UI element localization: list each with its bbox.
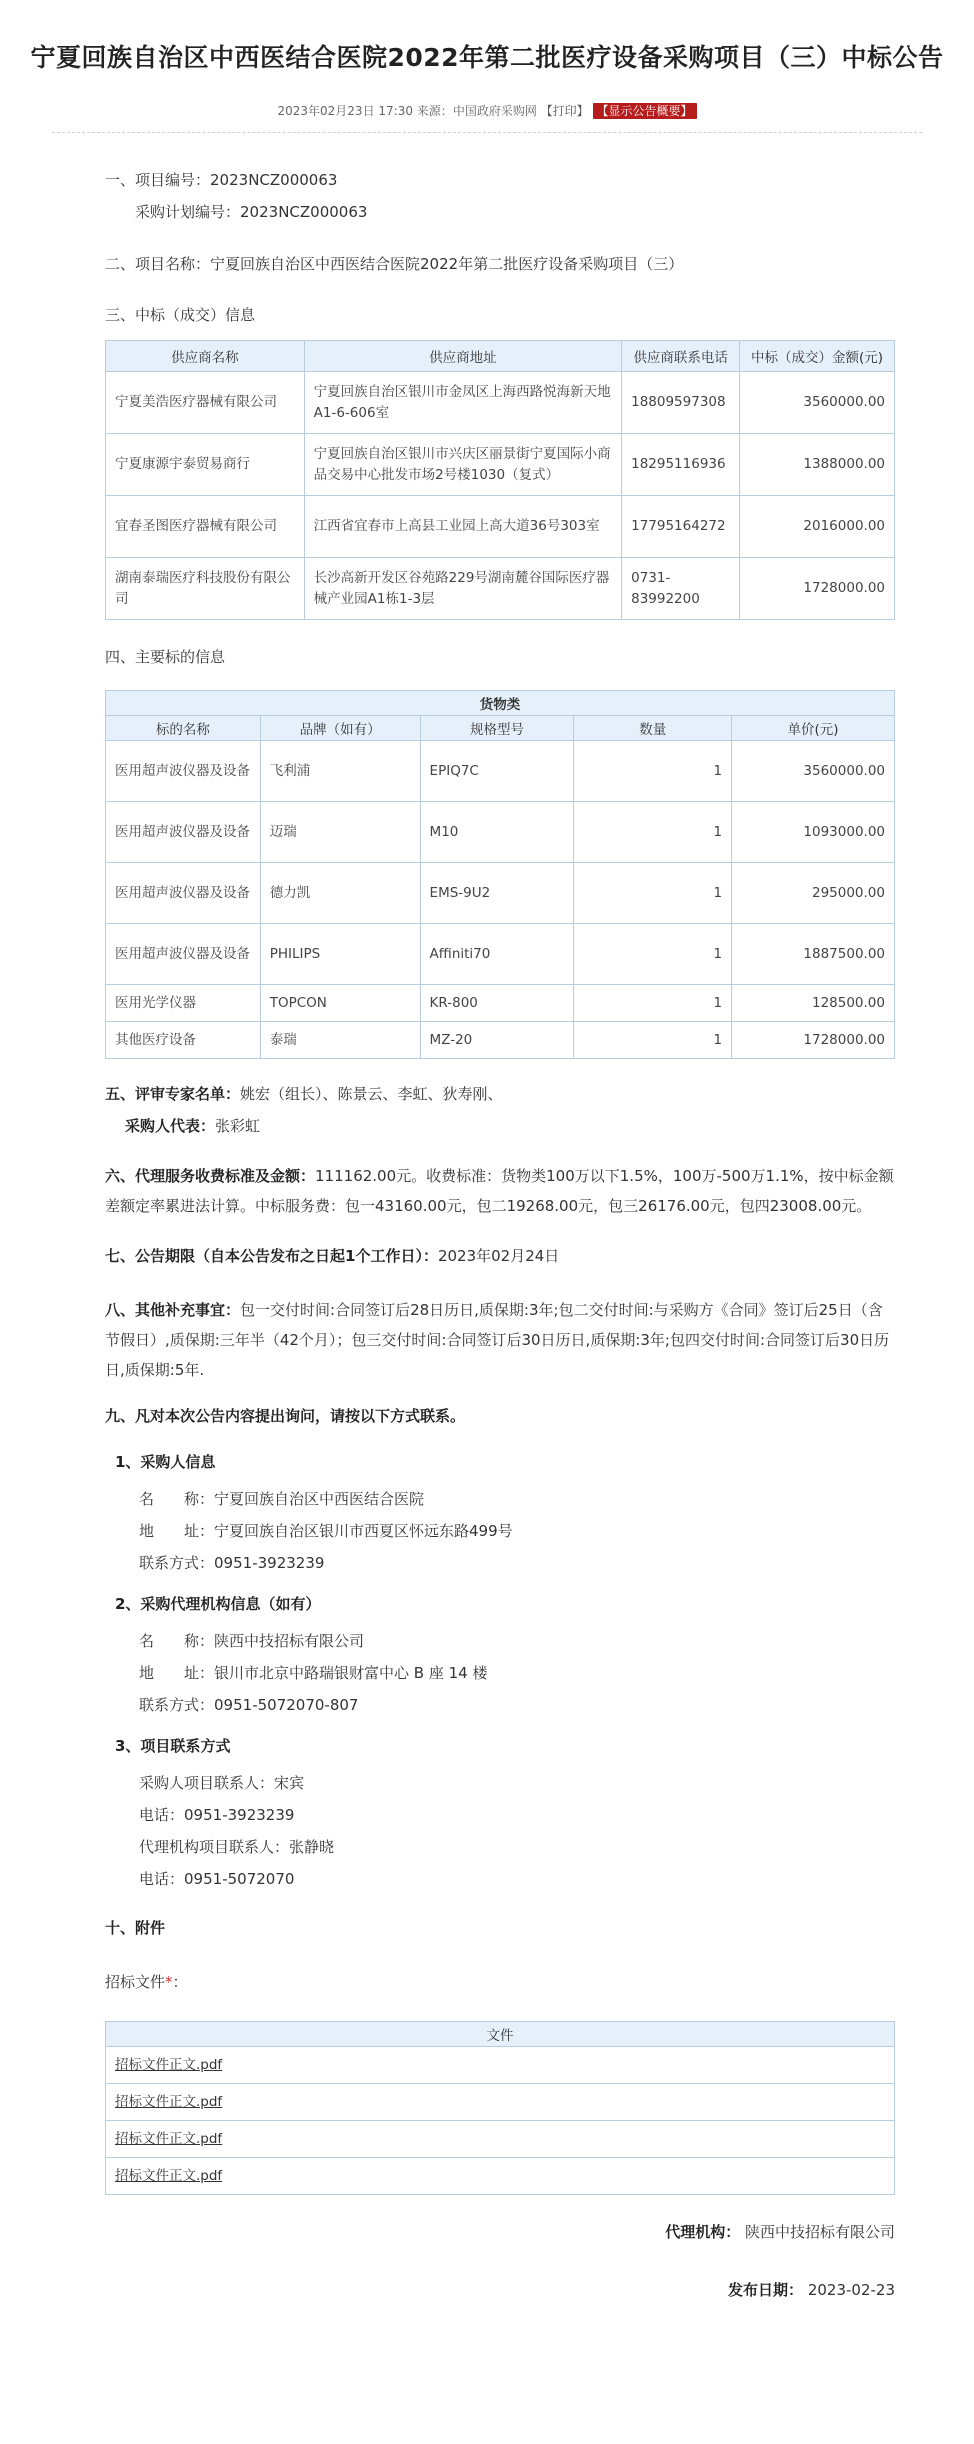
agency-info [105, 1593, 895, 1721]
item-brand: TOPCON [260, 985, 420, 1022]
project-contact-heading: 3、项目联系方式 [115, 1737, 231, 1755]
item-brand: 德力凯 [260, 863, 420, 924]
print-link[interactable]: 【打印】 [540, 104, 589, 118]
table-row [106, 1022, 895, 1059]
footer-agency [105, 2221, 895, 2243]
supplier-address: 宁夏回族自治区银川市兴庆区丽景街宁夏国际小商品交易中心批发市场2号楼1030（复式） [304, 434, 621, 496]
item-name: 其他医疗设备 [106, 1022, 261, 1059]
purchaser-rep: 张彩虹 [215, 1117, 261, 1135]
section-6-heading: 六、代理服务收费标准及金额： [105, 1167, 316, 1185]
purchaser-project-contact-label: 采购人项目联系人： [139, 1774, 275, 1792]
item-brand: 飞利浦 [260, 741, 420, 802]
column-header: 供应商地址 [304, 341, 621, 372]
page-title: 宁夏回族自治区中西医结合医院2022年第二批医疗设备采购项目（三）中标公告 [30, 43, 944, 72]
item-quantity: 1 [574, 802, 732, 863]
item-name: 医用超声波仪器及设备 [106, 924, 261, 985]
purchaser-phone: 0951-3923239 [184, 1806, 295, 1824]
item-brand: 迈瑞 [260, 802, 420, 863]
agency-address-label: 地 址： [139, 1664, 215, 1682]
project-contact-info [105, 1735, 895, 1895]
column-header: 规格型号 [420, 716, 574, 741]
section-4-heading: 四、主要标的信息 [105, 648, 226, 666]
attachment-link[interactable]: 招标文件正文.pdf [115, 2093, 223, 2110]
purchaser-project-contact: 宋宾 [274, 1774, 305, 1792]
agency-project-contact-label: 代理机构项目联系人： [139, 1838, 290, 1856]
section-9-heading: 九、凡对本次公告内容提出询问，请按以下方式联系。 [105, 1407, 466, 1425]
attachment-link[interactable]: 招标文件正文.pdf [115, 2167, 223, 2184]
section-supplement [105, 1295, 895, 1385]
purchaser-contact-label: 联系方式： [139, 1554, 215, 1572]
agency-info-heading: 2、采购代理机构信息（如有） [115, 1595, 321, 1613]
purchaser-info [105, 1451, 895, 1579]
section-project-number [105, 169, 895, 223]
purchaser-address: 宁夏回族自治区银川市西夏区怀远东路499号 [214, 1522, 513, 1540]
column-header: 供应商名称 [106, 341, 305, 372]
table-row [106, 558, 895, 620]
supplier-phone: 18295116936 [622, 434, 740, 496]
table-row [106, 741, 895, 802]
agency-address: 银川市北京中路瑞银财富中心 B 座 14 楼 [214, 1664, 488, 1682]
item-name: 医用光学仪器 [106, 985, 261, 1022]
expert-list: 姚宏（组长）、陈景云、李虹、狄寿刚、 [240, 1085, 503, 1103]
item-model: EMS-9U2 [420, 863, 574, 924]
supplier-address: 宁夏回族自治区银川市金凤区上海西路悦海新天地A1-6-606室 [304, 372, 621, 434]
footer-date [105, 2279, 895, 2301]
tender-docs-label: 招标文件 [105, 1973, 166, 1991]
item-unit-price: 1887500.00 [732, 924, 895, 985]
supplier-phone: 18809597308 [622, 372, 740, 434]
purchaser-contact: 0951-3923239 [214, 1554, 325, 1572]
goods-table [105, 690, 895, 1059]
divider [52, 132, 922, 133]
attachment-link[interactable]: 招标文件正文.pdf [115, 2130, 223, 2147]
meta-bar [0, 102, 974, 120]
item-brand: PHILIPS [260, 924, 420, 985]
item-model: M10 [420, 802, 574, 863]
agency-name-label: 名 称： [139, 1632, 215, 1650]
item-unit-price: 128500.00 [732, 985, 895, 1022]
section-project-name [105, 253, 895, 275]
show-summary-button[interactable]: 【显示公告概要】 [593, 103, 697, 119]
table-row [106, 863, 895, 924]
table-row [106, 496, 895, 558]
column-header: 标的名称 [106, 716, 261, 741]
supplement-details: 包一交付时间:合同签订后28日历日,质保期:3年;包二交付时间:与采购方《合同》签订后25日（含节假日）,质保期:三年半（42个月）；包三交付时间:合同签订后30日历日,质保期:3年;包四交付时间:合同签订后30日历日,质保期:5年. [105, 1301, 890, 1379]
item-unit-price: 1728000.00 [732, 1022, 895, 1059]
column-header: 单价(元) [732, 716, 895, 741]
table-row [106, 802, 895, 863]
item-quantity: 1 [574, 924, 732, 985]
bid-amount: 3560000.00 [740, 372, 895, 434]
footer-date-label: 发布日期： [728, 2281, 804, 2299]
item-quantity: 1 [574, 863, 732, 924]
colon: ： [172, 1973, 188, 1991]
attachment-link[interactable]: 招标文件正文.pdf [115, 2056, 223, 2073]
purchaser-phone-label: 电话： [139, 1806, 185, 1824]
agency-project-contact: 张静晓 [289, 1838, 335, 1856]
project-name: 宁夏回族自治区中西医结合医院2022年第二批医疗设备采购项目（三） [210, 255, 684, 273]
column-header: 数量 [574, 716, 732, 741]
purchaser-rep-label: 采购人代表： [125, 1117, 216, 1135]
purchaser-address-label: 地 址： [139, 1522, 215, 1540]
item-unit-price: 1093000.00 [732, 802, 895, 863]
item-brand: 泰瑞 [260, 1022, 420, 1059]
item-name: 医用超声波仪器及设备 [106, 863, 261, 924]
bid-amount: 1728000.00 [740, 558, 895, 620]
table-row [106, 2158, 895, 2195]
section-10-heading: 十、附件 [105, 1919, 166, 1937]
section-2-heading: 二、项目名称： [105, 255, 211, 273]
section-fees [105, 1161, 895, 1221]
supplier-name: 湖南泰瑞医疗科技股份有限公司 [106, 558, 305, 620]
publish-datetime: 2023年02月23日 17:30 [277, 104, 413, 118]
supplier-phone: 0731-83992200 [622, 558, 740, 620]
item-name: 医用超声波仪器及设备 [106, 741, 261, 802]
section-8-heading: 八、其他补充事宜： [105, 1301, 241, 1319]
item-model: KR-800 [420, 985, 574, 1022]
item-model: EPIQ7C [420, 741, 574, 802]
attachment-table [105, 2021, 895, 2195]
footer-agency-label: 代理机构： [665, 2223, 741, 2241]
supplier-name: 宁夏康源宇泰贸易商行 [106, 434, 305, 496]
column-header: 中标（成交）金额(元) [740, 341, 895, 372]
table-row [106, 924, 895, 985]
required-mark: * [165, 1973, 173, 1991]
supplier-name: 宁夏美浩医疗器械有限公司 [106, 372, 305, 434]
section-experts [105, 1083, 895, 1137]
project-number: 2023NCZ000063 [210, 171, 338, 189]
agency-contact-label: 联系方式： [139, 1696, 215, 1714]
section-notice-period [105, 1245, 895, 1267]
item-name: 医用超声波仪器及设备 [106, 802, 261, 863]
bid-amount: 1388000.00 [740, 434, 895, 496]
item-quantity: 1 [574, 741, 732, 802]
supplier-name: 宜春圣图医疗器械有限公司 [106, 496, 305, 558]
footer-date-value: 2023-02-23 [807, 2281, 895, 2299]
purchaser-info-heading: 1、采购人信息 [115, 1453, 216, 1471]
winner-table [105, 340, 895, 620]
section-5-heading: 五、评审专家名单： [105, 1085, 241, 1103]
table-row [106, 2121, 895, 2158]
bid-amount: 2016000.00 [740, 496, 895, 558]
agency-name: 陕西中技招标有限公司 [214, 1632, 365, 1650]
column-header: 供应商联系电话 [622, 341, 740, 372]
section-3-heading: 三、中标（成交）信息 [105, 306, 256, 324]
table-row [106, 2084, 895, 2121]
item-unit-price: 3560000.00 [732, 741, 895, 802]
column-header: 品牌（如有） [260, 716, 420, 741]
table-row [106, 372, 895, 434]
agency-phone: 0951-5072070 [184, 1870, 295, 1888]
notice-period-date: 2023年02月24日 [437, 1247, 560, 1265]
column-header: 文件 [106, 2022, 895, 2047]
table-row [106, 2047, 895, 2084]
item-quantity: 1 [574, 1022, 732, 1059]
table-row [106, 985, 895, 1022]
section-7-heading: 七、公告期限（自本公告发布之日起1个工作日）： [105, 1247, 438, 1265]
agency-phone-label: 电话： [139, 1870, 185, 1888]
plan-number: 2023NCZ000063 [240, 203, 368, 221]
purchaser-name-label: 名 称： [139, 1490, 215, 1508]
supplier-address: 长沙高新开发区谷苑路229号湖南麓谷国际医疗器械产业园A1栋1-3层 [304, 558, 621, 620]
winner-table-header [106, 341, 895, 372]
source-label: 来源： [416, 104, 453, 118]
source-name: 中国政府采购网 [452, 104, 537, 118]
goods-table-header [106, 716, 895, 741]
footer-agency-name: 陕西中技招标有限公司 [744, 2223, 895, 2241]
goods-group-header: 货物类 [106, 691, 895, 716]
table-row [106, 434, 895, 496]
purchaser-name: 宁夏回族自治区中西医结合医院 [214, 1490, 425, 1508]
agency-contact: 0951-5072070-807 [214, 1696, 359, 1714]
fee-details: 111162.00元。收费标准：货物类100万以下1.5%，100万-500万1.1%，按中标金额差额定率累进法计算。中标服务费：包一43160.00元，包二19268.00元，包三26176.00元，包四23008.00元。 [105, 1167, 894, 1215]
item-unit-price: 295000.00 [732, 863, 895, 924]
supplier-phone: 17795164272 [622, 496, 740, 558]
announcement-body [105, 169, 895, 2301]
item-model: MZ-20 [420, 1022, 574, 1059]
item-model: Affiniti70 [420, 924, 574, 985]
attachment-label-row [105, 1971, 895, 1993]
section-1-heading: 一、项目编号： [105, 171, 211, 189]
supplier-address: 江西省宜春市上高县工业园上高大道36号303室 [304, 496, 621, 558]
item-quantity: 1 [574, 985, 732, 1022]
plan-number-label: 采购计划编号： [135, 203, 241, 221]
